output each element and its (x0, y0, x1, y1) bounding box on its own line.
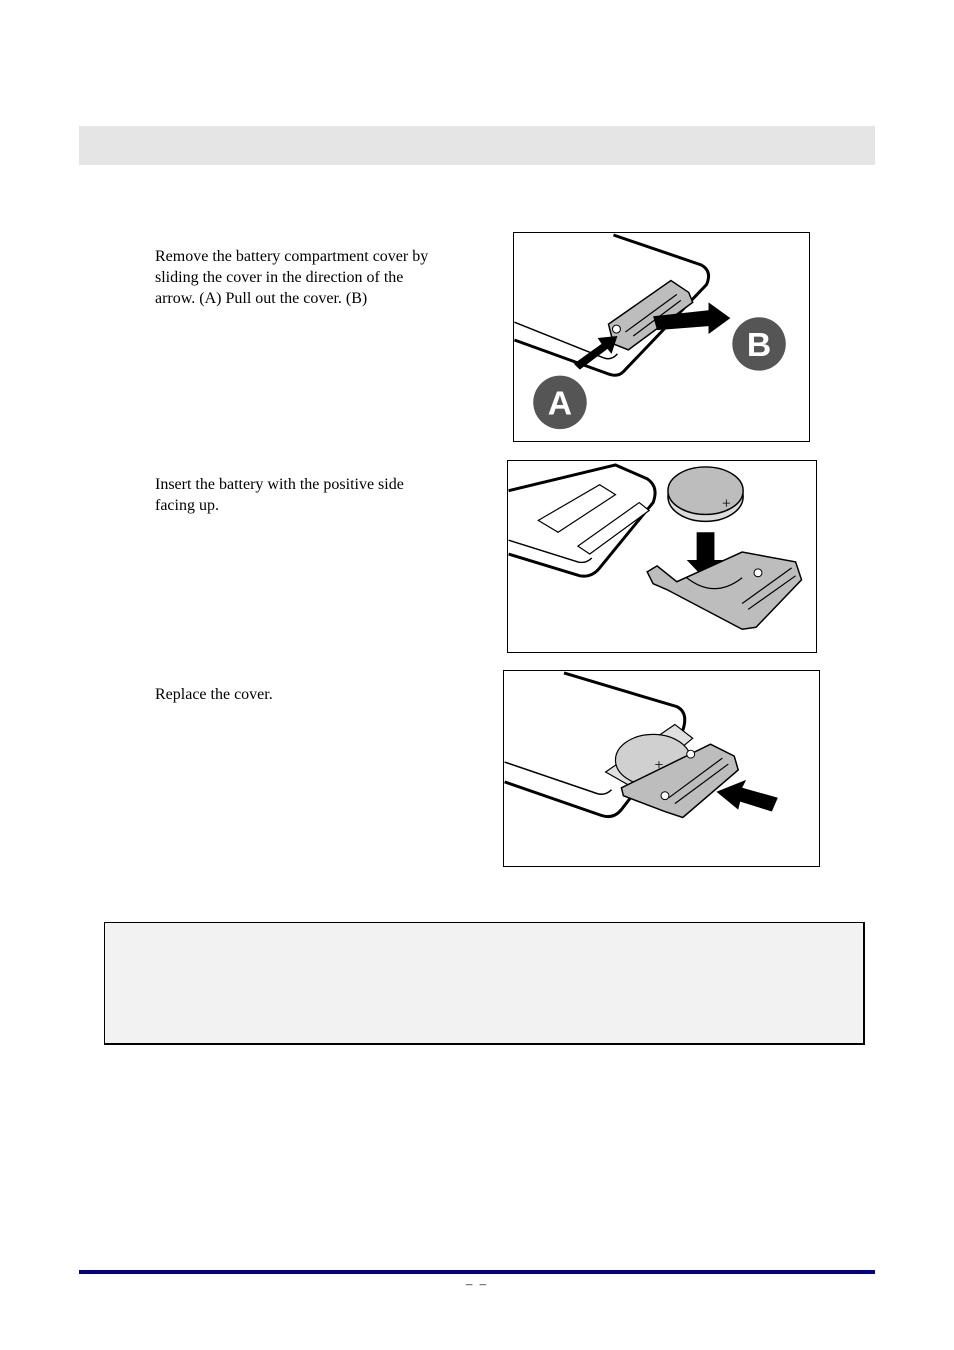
replace-cover-illustration (504, 671, 819, 866)
footer-rule (79, 1270, 875, 1274)
label-a: A (547, 385, 573, 423)
battery-insert-illustration (508, 461, 816, 652)
section-header-bar (79, 126, 875, 165)
remote-remove-cover-illustration (514, 233, 809, 441)
battery-plus-mark: + (721, 495, 731, 513)
figure-remove-cover (513, 232, 810, 442)
step-2-text: Insert the battery with the positive side facing up. (155, 476, 404, 514)
battery-plus-mark: + (654, 756, 664, 774)
figure-replace-cover (503, 670, 820, 867)
figure-insert-battery (507, 460, 817, 653)
step-1-text: Remove the battery compartment cover by sliding the cover in the direction of the arrow. (A) Pull out the cover. (B) (155, 248, 429, 307)
note-box (104, 922, 865, 1045)
label-b: B (746, 326, 772, 364)
page-number: – – (465, 1276, 489, 1291)
step-3-text: Replace the cover. (155, 686, 273, 703)
push-arrow-icon (716, 780, 777, 812)
